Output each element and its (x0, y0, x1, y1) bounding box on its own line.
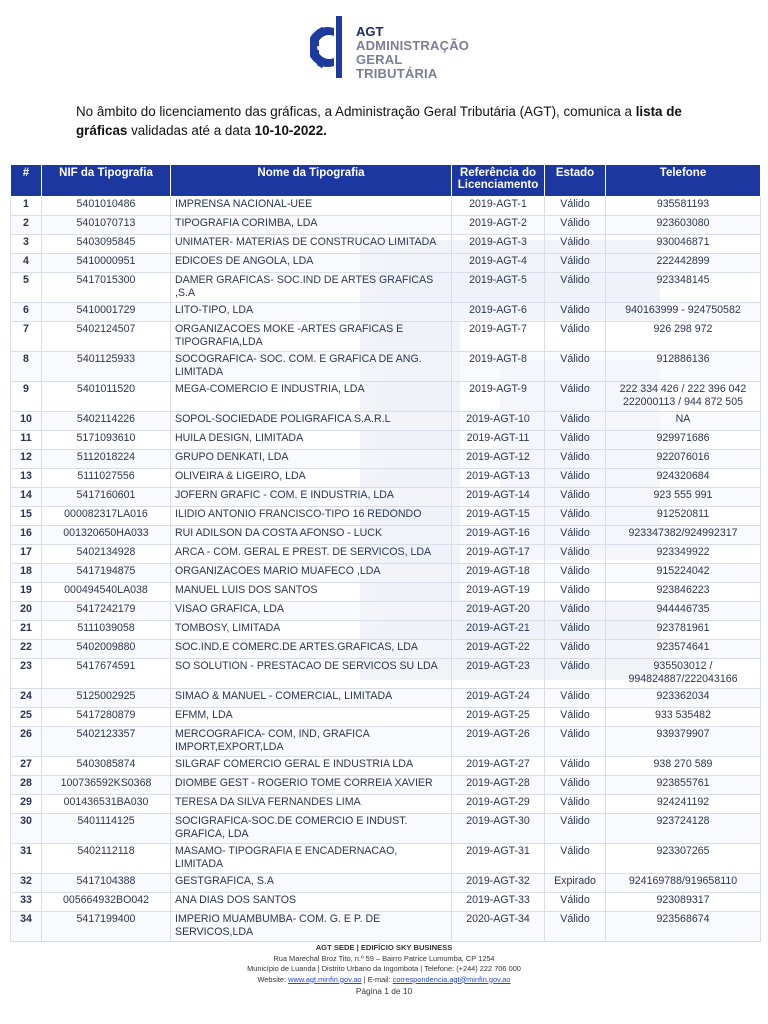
row-estado: Válido (545, 216, 606, 235)
table-row (11, 235, 761, 254)
row-ref: 2019-AGT-19 (452, 583, 545, 602)
row-name: EDICOES DE ANGOLA, LDA (171, 254, 452, 273)
row-index: 25 (11, 708, 42, 727)
row-estado: Válido (545, 640, 606, 659)
row-telefone: 923574641 (606, 640, 761, 659)
table-row (11, 689, 761, 708)
row-estado: Válido (545, 273, 606, 303)
row-ref: 2019-AGT-24 (452, 689, 545, 708)
row-nif: 5125002925 (42, 689, 171, 708)
row-index: 30 (11, 814, 42, 844)
row-name: SOPOL-SOCIEDADE POLIGRAFICA S.A.R.L (171, 412, 452, 431)
row-name: SOCIGRAFICA-SOC.DE COMERCIO E INDUST. GRAFICA, LDA (171, 814, 452, 844)
row-nif: 5402124507 (42, 322, 171, 352)
row-estado: Válido (545, 708, 606, 727)
row-estado: Válido (545, 659, 606, 689)
row-index: 8 (11, 352, 42, 382)
row-index: 29 (11, 795, 42, 814)
row-estado: Expirado (545, 874, 606, 893)
row-telefone: 929971686 (606, 431, 761, 450)
row-nif: 5401125933 (42, 352, 171, 382)
row-nif: 5410001729 (42, 303, 171, 322)
row-estado: Válido (545, 757, 606, 776)
row-estado: Válido (545, 564, 606, 583)
row-name: RUI ADILSON DA COSTA AFONSO - LUCK (171, 526, 452, 545)
row-estado: Válido (545, 814, 606, 844)
row-nif: 5417015300 (42, 273, 171, 303)
row-nif: 5417280879 (42, 708, 171, 727)
table-row (11, 352, 761, 382)
row-estado: Válido (545, 795, 606, 814)
row-telefone: 923089317 (606, 893, 761, 912)
footer-email-link[interactable]: correspondencia.agt@minfin.gov.ao (392, 974, 511, 984)
row-telefone: 930046871 (606, 235, 761, 254)
row-nif: 5417160601 (42, 488, 171, 507)
row-index: 13 (11, 469, 42, 488)
row-estado: Válido (545, 488, 606, 507)
row-ref: 2019-AGT-18 (452, 564, 545, 583)
table-row (11, 659, 761, 689)
row-telefone: 922076016 (606, 450, 761, 469)
row-ref: 2020-AGT-34 (452, 912, 545, 942)
row-estado: Válido (545, 526, 606, 545)
row-name: VISAO GRAFICA, LDA (171, 602, 452, 621)
row-nif: 5402009880 (42, 640, 171, 659)
row-name: TERESA DA SILVA FERNANDES LIMA (171, 795, 452, 814)
row-telefone: 939379907 (606, 727, 761, 757)
row-nif: 5111027556 (42, 469, 171, 488)
row-index: 3 (11, 235, 42, 254)
row-nif: 5402123357 (42, 727, 171, 757)
row-name: MEGA-COMERCIO E INDUSTRIA, LDA (171, 382, 452, 412)
row-name: ANA DIAS DOS SANTOS (171, 893, 452, 912)
row-telefone: 923568674 (606, 912, 761, 942)
row-ref: 2019-AGT-17 (452, 545, 545, 564)
row-ref: 2019-AGT-26 (452, 727, 545, 757)
row-telefone: 923603080 (606, 216, 761, 235)
row-estado: Válido (545, 303, 606, 322)
agt-gear-icon (310, 14, 354, 80)
row-index: 23 (11, 659, 42, 689)
row-nif: 5111039058 (42, 621, 171, 640)
row-nif: 5403085874 (42, 757, 171, 776)
row-nif: 5401010486 (42, 197, 171, 216)
row-ref: 2019-AGT-31 (452, 844, 545, 874)
logo-line-3: TRIBUTÁRIA (356, 66, 438, 81)
intro-text-2: validadas até a data (127, 123, 255, 138)
table-row (11, 488, 761, 507)
row-index: 27 (11, 757, 42, 776)
row-nif: 5401070713 (42, 216, 171, 235)
row-name: MANUEL LUIS DOS SANTOS (171, 583, 452, 602)
row-ref: 2019-AGT-21 (452, 621, 545, 640)
row-name: JOFERN GRAFIC - COM. E INDUSTRIA, LDA (171, 488, 452, 507)
row-ref: 2019-AGT-15 (452, 507, 545, 526)
row-estado: Válido (545, 352, 606, 382)
row-estado: Válido (545, 254, 606, 273)
footer-municipio: Município de Luanda | Distrito Urbano da Ingombota | Telefone: (+244) 222 706 000 (247, 964, 521, 973)
table-row (11, 874, 761, 893)
page-number: Página 1 de 10 (355, 986, 413, 996)
row-index: 32 (11, 874, 42, 893)
row-estado: Válido (545, 583, 606, 602)
row-name: ILIDIO ANTONIO FRANCISCO-TIPO 16 REDONDO (171, 507, 452, 526)
row-index: 6 (11, 303, 42, 322)
row-ref: 2019-AGT-30 (452, 814, 545, 844)
row-index: 16 (11, 526, 42, 545)
row-telefone: 935581193 (606, 197, 761, 216)
row-ref: 2019-AGT-10 (452, 412, 545, 431)
table-row (11, 814, 761, 844)
row-nif: 100736592KS0368 (42, 776, 171, 795)
graficas-table (10, 164, 761, 942)
row-ref: 2019-AGT-22 (452, 640, 545, 659)
row-index: 17 (11, 545, 42, 564)
row-nif: 5417194875 (42, 564, 171, 583)
table-row (11, 893, 761, 912)
row-nif: 5402112118 (42, 844, 171, 874)
table-row (11, 469, 761, 488)
col-header-name: Nome da Tipografia (171, 165, 452, 197)
table-row (11, 583, 761, 602)
row-name: UNIMATER- MATERIAS DE CONSTRUCAO LIMITADA (171, 235, 452, 254)
row-index: 18 (11, 564, 42, 583)
row-index: 34 (11, 912, 42, 942)
row-nif: 5401114125 (42, 814, 171, 844)
row-ref: 2019-AGT-23 (452, 659, 545, 689)
row-telefone: 940163999 - 924750582 (606, 303, 761, 322)
row-nif: 5410000951 (42, 254, 171, 273)
row-telefone: 923724128 (606, 814, 761, 844)
row-ref: 2019-AGT-20 (452, 602, 545, 621)
page-footer (0, 943, 768, 997)
table-row (11, 216, 761, 235)
col-header-telefone: Telefone (606, 165, 761, 197)
table-row (11, 757, 761, 776)
row-index: 10 (11, 412, 42, 431)
col-header-estado: Estado (545, 165, 606, 197)
table-row (11, 273, 761, 303)
row-ref: 2019-AGT-29 (452, 795, 545, 814)
row-name: GRUPO DENKATI, LDA (171, 450, 452, 469)
row-telefone: NA (606, 412, 761, 431)
row-telefone: 923781961 (606, 621, 761, 640)
row-name: ORGANIZACOES MOKE -ARTES GRAFICAS E TIPOGRAFIA,LDA (171, 322, 452, 352)
row-estado: Válido (545, 382, 606, 412)
row-ref: 2019-AGT-25 (452, 708, 545, 727)
row-telefone: 923 555 991 (606, 488, 761, 507)
row-telefone: 924241192 (606, 795, 761, 814)
row-name: ARCA - COM. GERAL E PREST. DE SERVICOS, LDA (171, 545, 452, 564)
row-ref: 2019-AGT-11 (452, 431, 545, 450)
row-estado: Válido (545, 431, 606, 450)
row-name: TIPOGRAFIA CORIMBA, LDA (171, 216, 452, 235)
row-nif: 000494540LA038 (42, 583, 171, 602)
row-index: 28 (11, 776, 42, 795)
row-telefone: 923307265 (606, 844, 761, 874)
row-name: SIMAO & MANUEL - COMERCIAL, LIMITADA (171, 689, 452, 708)
footer-website-link[interactable]: www.agt.minfin.gov.ao (288, 974, 362, 984)
row-nif: 5417104388 (42, 874, 171, 893)
row-name: TOMBOSY, LIMITADA (171, 621, 452, 640)
row-estado: Válido (545, 322, 606, 352)
table-row (11, 545, 761, 564)
row-telefone: 915224042 (606, 564, 761, 583)
row-estado: Válido (545, 412, 606, 431)
row-telefone: 222442899 (606, 254, 761, 273)
row-nif: 000082317LA016 (42, 507, 171, 526)
footer-website-label: Website: (257, 974, 289, 984)
row-index: 26 (11, 727, 42, 757)
table-row (11, 322, 761, 352)
row-name: IMPERIO MUAMBUMBA- COM. G. E P. DE SERVICOS,LDA (171, 912, 452, 942)
row-index: 9 (11, 382, 42, 412)
row-nif: 001436531BA030 (42, 795, 171, 814)
table-row (11, 382, 761, 412)
footer-contacts (0, 975, 768, 986)
table-row (11, 844, 761, 874)
table-row (11, 621, 761, 640)
row-name: GESTGRAFICA, S.A (171, 874, 452, 893)
row-telefone: 924320684 (606, 469, 761, 488)
row-index: 11 (11, 431, 42, 450)
table-row (11, 640, 761, 659)
table-row (11, 708, 761, 727)
row-ref: 2019-AGT-16 (452, 526, 545, 545)
table-row (11, 727, 761, 757)
row-index: 1 (11, 197, 42, 216)
row-name: SILGRAF COMERCIO GERAL E INDUSTRIA LDA (171, 757, 452, 776)
table-row (11, 507, 761, 526)
row-index: 31 (11, 844, 42, 874)
row-ref: 2019-AGT-7 (452, 322, 545, 352)
row-ref: 2019-AGT-9 (452, 382, 545, 412)
col-header-ref: Referência do Licenciamento (452, 165, 545, 197)
intro-text-1: No âmbito do licenciamento das gráficas, a Administração Geral Tributária (AGT), comunica a (76, 104, 636, 119)
row-estado: Válido (545, 545, 606, 564)
row-index: 5 (11, 273, 42, 303)
row-index: 12 (11, 450, 42, 469)
table-row (11, 795, 761, 814)
footer-address: Rua Marechal Broz Tito, n.º 59 – Bairro Patrice Lumumba, CP 1254 (273, 953, 495, 963)
row-name: DIOMBE GEST - ROGERIO TOME CORREIA XAVIER (171, 776, 452, 795)
intro-paragraph (76, 102, 716, 140)
row-telefone: 923855761 (606, 776, 761, 795)
row-ref: 2019-AGT-8 (452, 352, 545, 382)
logo-line-2: GERAL (356, 52, 403, 67)
table-row (11, 431, 761, 450)
agt-logo (310, 14, 469, 81)
row-index: 21 (11, 621, 42, 640)
row-nif: 5401011520 (42, 382, 171, 412)
row-name: ORGANIZACOES MARIO MUAFECO ,LDA (171, 564, 452, 583)
row-estado: Válido (545, 507, 606, 526)
row-estado: Válido (545, 602, 606, 621)
row-ref: 2019-AGT-32 (452, 874, 545, 893)
row-estado: Válido (545, 912, 606, 942)
row-estado: Válido (545, 727, 606, 757)
row-telefone: 923362034 (606, 689, 761, 708)
row-name: IMPRENSA NACIONAL-UEE (171, 197, 452, 216)
row-estado: Válido (545, 450, 606, 469)
table-row (11, 526, 761, 545)
row-index: 14 (11, 488, 42, 507)
table-row (11, 912, 761, 942)
footer-title: AGT SEDE | EDIFÍCIO SKY BUSINESS (315, 943, 453, 952)
row-telefone: 924169788/919658110 (606, 874, 761, 893)
row-nif: 5112018224 (42, 450, 171, 469)
logo-agt-text: AGT (356, 24, 384, 39)
table-row (11, 602, 761, 621)
row-telefone: 912886136 (606, 352, 761, 382)
row-telefone: 944446735 (606, 602, 761, 621)
row-ref: 2019-AGT-13 (452, 469, 545, 488)
row-index: 2 (11, 216, 42, 235)
row-estado: Válido (545, 621, 606, 640)
row-nif: 001320650HA033 (42, 526, 171, 545)
row-ref: 2019-AGT-5 (452, 273, 545, 303)
row-name: LITO-TIPO, LDA (171, 303, 452, 322)
row-index: 24 (11, 689, 42, 708)
row-nif: 5402114226 (42, 412, 171, 431)
row-estado: Válido (545, 844, 606, 874)
table-row (11, 197, 761, 216)
row-estado: Válido (545, 776, 606, 795)
row-telefone: 935503012 / 994824887/222043166 (606, 659, 761, 689)
intro-bold-list: lista de gráficas (76, 104, 682, 138)
row-ref: 2019-AGT-2 (452, 216, 545, 235)
row-telefone: 926 298 972 (606, 322, 761, 352)
row-name: SO SOLUTION - PRESTACAO DE SERVICOS SU LDA (171, 659, 452, 689)
row-estado: Válido (545, 235, 606, 254)
table-row (11, 564, 761, 583)
row-estado: Válido (545, 197, 606, 216)
row-ref: 2019-AGT-1 (452, 197, 545, 216)
row-index: 22 (11, 640, 42, 659)
row-name: DAMER GRAFICAS- SOC.IND DE ARTES GRAFICAS ,S.A (171, 273, 452, 303)
table-row (11, 450, 761, 469)
row-ref: 2019-AGT-28 (452, 776, 545, 795)
row-telefone: 912520811 (606, 507, 761, 526)
row-estado: Válido (545, 689, 606, 708)
row-nif: 5171093610 (42, 431, 171, 450)
row-nif: 5417242179 (42, 602, 171, 621)
row-index: 20 (11, 602, 42, 621)
row-telefone: 923349922 (606, 545, 761, 564)
row-nif: 5417199400 (42, 912, 171, 942)
row-ref: 2019-AGT-6 (452, 303, 545, 322)
row-ref: 2019-AGT-14 (452, 488, 545, 507)
row-ref: 2019-AGT-12 (452, 450, 545, 469)
table-header-row (11, 165, 761, 197)
row-index: 4 (11, 254, 42, 273)
row-nif: 5402134928 (42, 545, 171, 564)
row-name: EFMM, LDA (171, 708, 452, 727)
table-body (11, 197, 761, 942)
table-row (11, 303, 761, 322)
row-ref: 2019-AGT-33 (452, 893, 545, 912)
row-telefone: 938 270 589 (606, 757, 761, 776)
row-nif: 5403095845 (42, 235, 171, 254)
row-index: 19 (11, 583, 42, 602)
row-estado: Válido (545, 893, 606, 912)
row-index: 7 (11, 322, 42, 352)
table-row (11, 776, 761, 795)
row-name: SOCOGRAFICA- SOC. COM. E GRAFICA DE ANG. LIMITADA (171, 352, 452, 382)
row-estado: Válido (545, 469, 606, 488)
row-index: 15 (11, 507, 42, 526)
col-header-nif: NIF da Tipografia (42, 165, 171, 197)
logo-line-1: ADMINISTRAÇÃO (356, 38, 470, 53)
row-name: OLIVEIRA & LIGEIRO, LDA (171, 469, 452, 488)
table-row (11, 254, 761, 273)
intro-bold-date: 10-10-2022. (254, 123, 327, 138)
row-ref: 2019-AGT-27 (452, 757, 545, 776)
row-name: SOC.IND.E COMERC.DE ARTES.GRAFICAS, LDA (171, 640, 452, 659)
footer-email-label: | E-mail: (361, 974, 393, 984)
row-index: 33 (11, 893, 42, 912)
row-name: MASAMO- TIPOGRAFIA E ENCADERNACAO, LIMITADA (171, 844, 452, 874)
row-ref: 2019-AGT-4 (452, 254, 545, 273)
row-telefone: 933 535482 (606, 708, 761, 727)
row-nif: 005664932BO042 (42, 893, 171, 912)
table-row (11, 412, 761, 431)
row-name: HUILA DESIGN, LIMITADA (171, 431, 452, 450)
col-header-index: # (11, 165, 42, 197)
row-telefone: 923347382/924992317 (606, 526, 761, 545)
row-telefone: 923348145 (606, 273, 761, 303)
row-ref: 2019-AGT-3 (452, 235, 545, 254)
row-telefone: 923846223 (606, 583, 761, 602)
row-nif: 5417674591 (42, 659, 171, 689)
row-name: MERCOGRAFICA- COM, IND, GRAFICA IMPORT,EXPORT,LDA (171, 727, 452, 757)
row-telefone: 222 334 426 / 222 396 042 222000113 / 944 872 505 (606, 382, 761, 412)
